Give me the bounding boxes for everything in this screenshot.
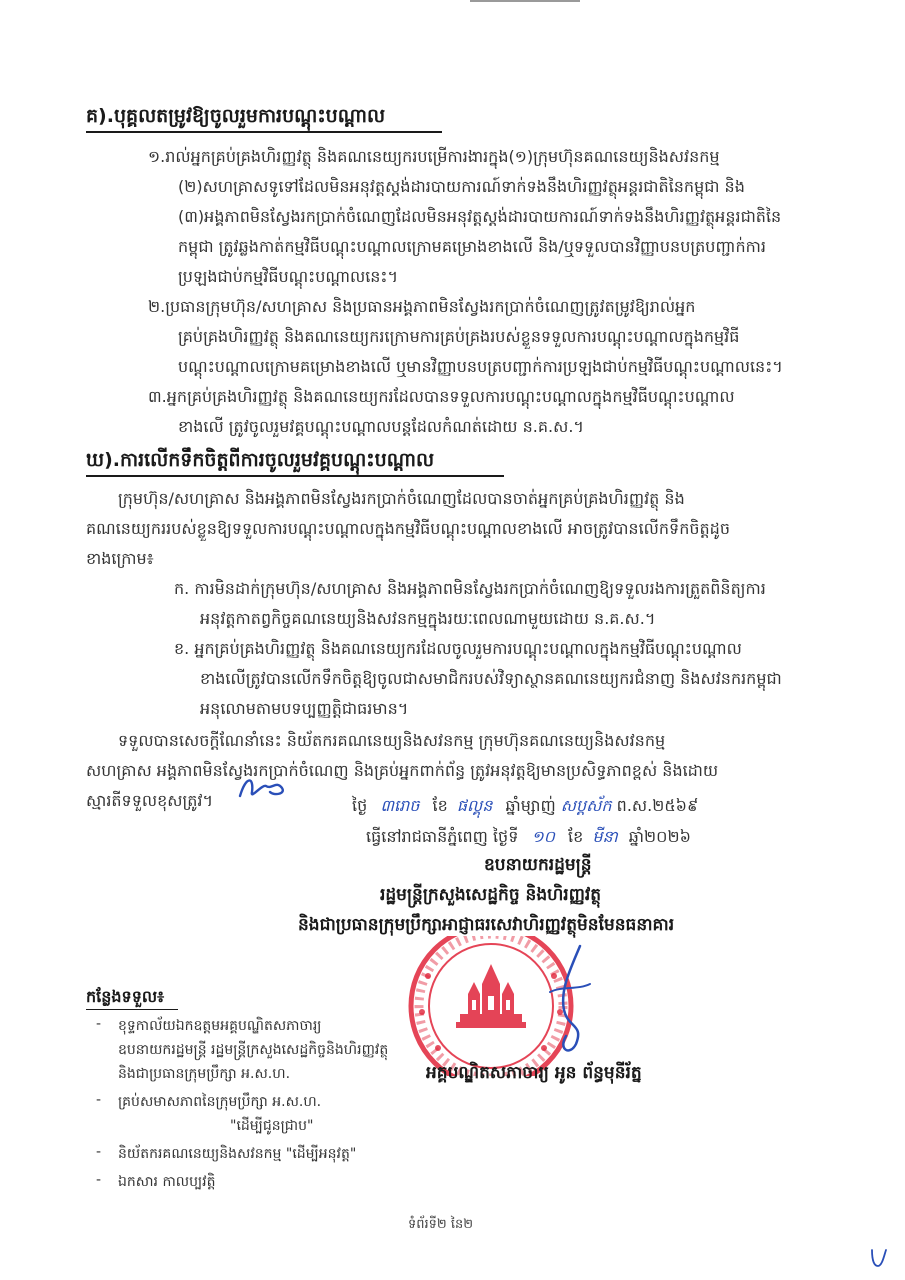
- lunar-month-label: ខែ: [432, 796, 448, 815]
- recipient-line: និយ័តករគណនេយ្យនិងសវនកម្ម "ដើម្បីអនុវត្ត": [118, 1146, 357, 1162]
- recipient-line: ខុទ្ទកាល័យឯកឧត្តមអគ្គបណ្ឌិតសភាចារ្យ: [118, 1018, 322, 1034]
- recipient-bullet: -: [96, 1144, 102, 1160]
- place-prefix: ធ្វើនៅរាជធានីភ្នំពេញ ថ្ងៃទី: [366, 827, 519, 846]
- recipients-title: កន្លែងទទួល៖: [86, 987, 165, 1006]
- lunar-month: ផល្គុន: [456, 796, 493, 815]
- signer-title-1: ឧបនាយករដ្ឋមន្ត្រី: [484, 855, 592, 875]
- closing-line: សហគ្រាស អង្គភាពមិនស្វែងរកប្រាក់ចំណេញ និងគ្រប់អ្នកពាក់ព័ន្ធ ត្រូវអនុវត្តឱ្យមានប្រសិទ្ធភាពខ្ពស់ និងដោយ: [86, 761, 719, 780]
- recipient-line: ឧបនាយករដ្ឋមន្ត្រី រដ្ឋមន្ត្រីក្រសួងសេដ្ឋកិច្ចនិងហិរញ្ញវត្ថុ: [118, 1042, 389, 1058]
- item-line: ៣.អ្នកគ្រប់គ្រងហិរញ្ញវត្ថុ និងគណនេយ្យករដែលបានទទួលការបណ្តុះបណ្តាលក្នុងកម្មវិធីបណ្តុះបណ្តាល: [148, 387, 735, 406]
- item-line: ខ. អ្នកគ្រប់គ្រងហិរញ្ញវត្ថុ និងគណនេយ្យករដែលចូលរួមការបណ្តុះបណ្តាលក្នុងកម្មវិធីបណ្តុះបណ្តាល: [174, 639, 742, 658]
- buddhist-era: ព.ស.២៥៦៩: [616, 796, 699, 815]
- month-name: មីនា: [592, 827, 618, 846]
- recipient-line: "ដើម្បីជូនជ្រាប": [230, 1118, 314, 1134]
- item-line: ប្រឡងជាប់កម្មវិធីបណ្តុះបណ្តាលនេះ។: [178, 267, 398, 286]
- signer-title-3: និងជាប្រធានក្រុមប្រឹក្សាអាជ្ញាធរសេវាហិរញ្ញវត្ថុមិនមែនធនាគារ: [298, 915, 675, 935]
- heading-underline: [86, 131, 442, 133]
- handwritten-initials: [236, 774, 292, 802]
- item-line: (២)សហគ្រាសទូទៅដែលមិនអនុវត្តស្តង់ដារបាយការណ៍ទាក់ទងនឹងហិរញ្ញវត្ថុអន្តរជាតិនៃកម្ពុជា និង: [178, 177, 745, 196]
- lunar-day: ៣រោច: [380, 796, 420, 815]
- recipient-bullet: -: [96, 1016, 102, 1032]
- item-line: (៣)អង្គភាពមិនស្វែងរកប្រាក់ចំណេញដែលមិនអនុវត្តស្តង់ដារបាយការណ៍ទាក់ទងនឹងហិរញ្ញវត្ថុអន្តរជាតិនៃ: [178, 207, 782, 226]
- recipients-title-underline: [86, 1009, 178, 1010]
- heading-underline: [86, 475, 504, 477]
- item-line: គ្រប់គ្រងហិរញ្ញវត្ថុ និងគណនេយ្យករក្រោមការគ្រប់គ្រងរបស់ខ្លួនទទួលការបណ្តុះបណ្តាលក្នុងកម្មវិធី: [178, 327, 740, 346]
- place-date-line: [366, 826, 691, 850]
- paragraph-line: គណនេយ្យកររបស់ខ្លួនឱ្យទទួលការបណ្តុះបណ្តាលក្នុងកម្មវិធីបណ្តុះបណ្តាលខាងលើ អាចត្រូវបានលើកទឹកចិត្តដូច: [86, 519, 730, 538]
- page-number: ទំព័រទី២ នៃ២: [408, 1217, 474, 1232]
- signer-title-2: រដ្ឋមន្ត្រីក្រសួងសេដ្ឋកិច្ច និងហិរញ្ញវត្ថុ: [380, 885, 602, 905]
- section-heading-kho: ឃ).ការលើកទឹកចិត្តពីការចូលរួមវគ្គបណ្តុះបណ្តាល: [86, 449, 435, 471]
- signer-name: អគ្គបណ្ឌិតសភាចារ្យ អូន ព័ន្ធមុនីរ័ត្ន: [426, 1063, 642, 1083]
- lunar-date-line: [352, 795, 698, 819]
- scan-edge-mark: [470, 0, 580, 2]
- corner-initial-mark: [868, 1246, 890, 1270]
- section-heading-ko: គ).បុគ្គលតម្រូវឱ្យចូលរួមការបណ្តុះបណ្តាល: [86, 105, 386, 127]
- month-label: ខែ: [567, 827, 584, 846]
- recipient-bullet: -: [96, 1172, 102, 1188]
- item-line: អនុលោមតាមបទប្បញ្ញត្តិជាធរមាន។: [200, 699, 409, 718]
- paragraph-line: ខាងក្រោម៖: [86, 549, 154, 568]
- item-line: កម្ពុជា ត្រូវឆ្លងកាត់កម្មវិធីបណ្តុះបណ្តាលក្រោមគម្រោងខាងលើ និង/ឬទទួលបានវិញ្ញាបនបត្របញ្ជាក់ការ: [178, 237, 766, 256]
- item-line: ក. ការមិនដាក់ក្រុមហ៊ុន/សហគ្រាស និងអង្គភាពមិនស្វែងរកប្រាក់ចំណេញឱ្យទទួលរងការត្រួតពិនិត្យការ: [174, 579, 766, 598]
- item-line: បណ្តុះបណ្តាលក្រោមគម្រោងខាងលើ ឬមានវិញ្ញាបនបត្របញ្ជាក់ការប្រឡងជាប់កម្មវិធីបណ្តុះបណ្តាលនេះ។: [178, 357, 783, 376]
- lunar-prefix: ថ្ងៃ: [352, 796, 368, 815]
- item-line: ខាងលើ ត្រូវចូលរួមវគ្គបណ្តុះបណ្តាលបន្តដែលកំណត់ដោយ ន.គ.ស.។: [178, 417, 584, 436]
- recipient-line: គ្រប់សមាសភាពនៃក្រុមប្រឹក្សា អ.ស.ហ.: [118, 1094, 322, 1110]
- closing-line: ទទួលបានសេចក្តីណែនាំនេះ និយ័តករគណនេយ្យនិងសវនកម្ម ក្រុមហ៊ុនគណនេយ្យនិងសវនកម្ម: [118, 731, 666, 750]
- year: ឆ្នាំ២០២៦: [628, 827, 691, 846]
- recipient-line: ឯកសារ កាលប្បវត្តិ: [118, 1174, 216, 1190]
- item-line: អនុវត្តកាតព្វកិច្ចគណនេយ្យនិងសវនកម្មក្នុងរយៈពេលណាមួយដោយ ន.គ.ស.។: [200, 609, 656, 628]
- paragraph-line: ក្រុមហ៊ុន/សហគ្រាស និងអង្គភាពមិនស្វែងរកប្រាក់ចំណេញដែលបានចាត់អ្នកគ្រប់គ្រងហិរញ្ញវត្ថុ និង: [118, 489, 685, 508]
- item-line: ២.ប្រធានក្រុមហ៊ុន/សហគ្រាស និងប្រធានអង្គភាពមិនស្វែងរកប្រាក់ចំណេញត្រូវតម្រូវឱ្យរាល់អ្នក: [148, 297, 696, 316]
- year-label: ឆ្នាំម្សាញ់: [505, 796, 556, 815]
- closing-line: ស្មារតីទទួលខុសត្រូវ។: [86, 791, 214, 810]
- recipient-line: និងជាប្រធានក្រុមប្រឹក្សា អ.ស.ហ.: [118, 1066, 291, 1082]
- item-line: ខាងលើត្រូវបានលើកទឹកចិត្តឱ្យចូលជាសមាជិករបស់វិទ្យាស្ថានគណនេយ្យករជំនាញ និងសវនករកម្ពុជា: [200, 669, 782, 688]
- handwritten-signature: [540, 940, 600, 1060]
- day-number: ១០: [531, 827, 555, 846]
- recipient-bullet: -: [96, 1092, 102, 1108]
- year-cycle: សប្តស័ក: [560, 796, 612, 815]
- item-line: ១.រាល់អ្នកគ្រប់គ្រងហិរញ្ញវត្ថុ និងគណនេយ្យករបម្រើការងារក្នុង(១)ក្រុមហ៊ុនគណនេយ្យនិងសវនកម្ម: [148, 147, 720, 166]
